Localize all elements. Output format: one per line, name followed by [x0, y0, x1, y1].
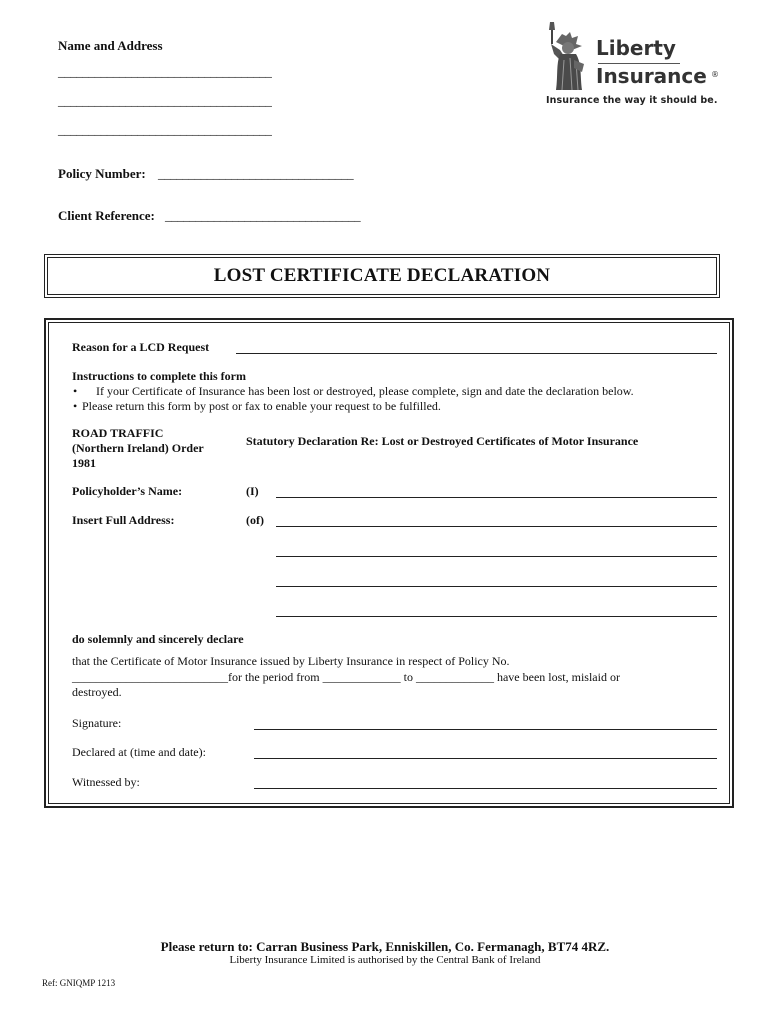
order-line-3: 1981 [72, 456, 96, 470]
address-line-1[interactable]: ___________________________________ [58, 64, 272, 79]
full-address-field-4[interactable] [276, 616, 717, 617]
full-address-field-1[interactable] [276, 526, 717, 527]
client-reference-field[interactable]: ________________________________ [165, 208, 361, 223]
declare-for-text: for the period from [228, 670, 320, 684]
reason-label: Reason for a LCD Request [72, 340, 210, 354]
client-reference-label: Client Reference: [58, 208, 155, 223]
policyholder-prefix: (I) [246, 484, 259, 498]
page-title: LOST CERTIFICATE DECLARATION [213, 265, 551, 286]
address-line-3[interactable]: ___________________________________ [58, 122, 272, 137]
statue-of-liberty-icon [538, 20, 592, 92]
authorisation-note: Liberty Insurance Limited is authorised by the Central Bank of Ireland [229, 954, 541, 966]
statutory-heading: Statutory Declaration Re: Lost or Destroyed Certificates of Motor Insurance [246, 434, 639, 448]
period-from-blank[interactable]: _____________ [322, 670, 401, 684]
policy-no-blank[interactable]: __________________________ [72, 670, 228, 684]
full-address-field-2[interactable] [276, 556, 717, 557]
declare-text-line-1: that the Certificate of Motor Insurance issued by Liberty Insurance in respect of Policy No. [72, 654, 510, 668]
reason-field[interactable] [236, 353, 717, 354]
instructions-heading: Instructions to complete this form [72, 369, 246, 383]
liberty-insurance-logo [536, 18, 726, 110]
full-address-field-3[interactable] [276, 586, 717, 587]
policyholder-name-field[interactable] [276, 497, 717, 498]
period-to-blank[interactable]: _____________ [415, 670, 494, 684]
declare-to-text: to [403, 670, 413, 684]
instruction-item-1: If your Certificate of Insurance has been lost or destroyed, please complete, sign and date the declaration below. [96, 384, 634, 398]
instruction-item-2: Please return this form by post or fax to enable your request to be fulfilled. [82, 399, 441, 413]
form-reference: Ref: GNIQMP 1213 [42, 978, 116, 988]
declared-at-field[interactable] [254, 758, 717, 759]
logo-tagline: Insurance the way it should be. [546, 95, 718, 106]
declared-at-label: Declared at (time and date): [72, 745, 206, 759]
address-label: Insert Full Address: [72, 513, 175, 527]
registered-mark: ® [711, 70, 719, 79]
logo-name-line2: Insurance [596, 64, 707, 88]
return-address: Please return to: Carran Business Park, Enniskillen, Co. Fermanagh, BT74 4RZ. [160, 939, 610, 954]
witnessed-by-field[interactable] [254, 788, 717, 789]
order-line-1: ROAD TRAFFIC [72, 426, 164, 440]
witnessed-by-label: Witnessed by: [72, 775, 140, 789]
declare-end-text: have been lost, mislaid or [496, 670, 620, 684]
declare-text-line-2 [72, 670, 620, 685]
logo-name-line1: Liberty [596, 36, 676, 60]
policy-number-field[interactable]: ________________________________ [158, 166, 354, 181]
address-prefix: (of) [246, 513, 264, 527]
name-and-address-label: Name and Address [58, 38, 163, 53]
bullet-icon: • [73, 384, 78, 398]
policyholder-label: Policyholder’s Name: [72, 484, 183, 498]
signature-field[interactable] [254, 729, 717, 730]
declare-heading: do solemnly and sincerely declare [72, 632, 244, 646]
title-box [44, 254, 720, 298]
policy-number-label: Policy Number: [58, 166, 146, 181]
bullet-icon: • [73, 399, 78, 413]
signature-label: Signature: [72, 716, 122, 730]
address-line-2[interactable]: ___________________________________ [58, 93, 272, 108]
order-line-2: (Northern Ireland) Order [72, 441, 204, 455]
declare-text-line-3: destroyed. [72, 685, 122, 699]
